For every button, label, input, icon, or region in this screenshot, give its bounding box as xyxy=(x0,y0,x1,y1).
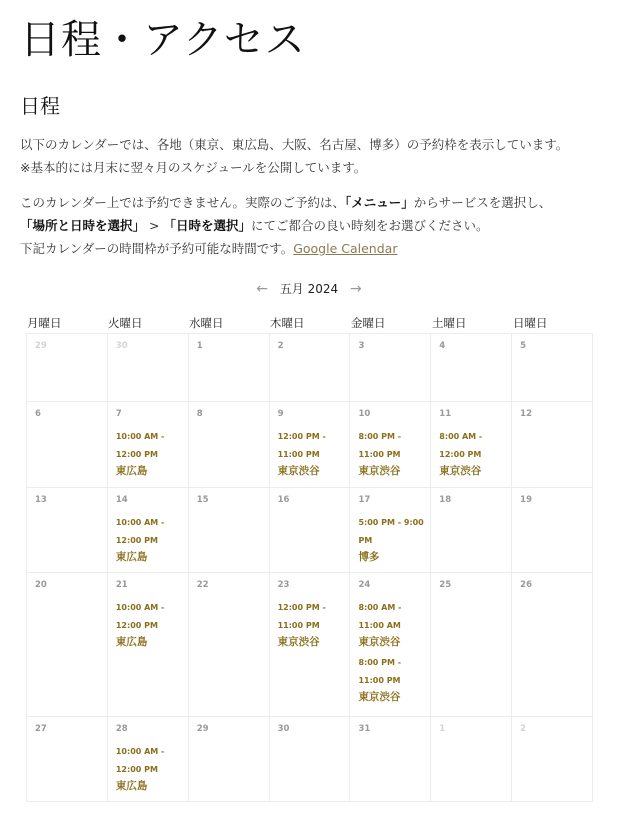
event-location: 東京渋谷 xyxy=(277,465,320,477)
calendar-day-cell xyxy=(512,402,593,488)
day-number: 28 xyxy=(115,724,128,734)
weekday-label: 木曜日 xyxy=(270,316,305,330)
calendar-day-cell xyxy=(350,573,431,717)
day-number: 13 xyxy=(35,495,47,505)
day-number: 31 xyxy=(358,724,371,734)
event-time: 10:00 AM - 12:00 PM xyxy=(115,518,165,545)
notice-text-segment: 下記カレンダーの時間枠が予約可能な時間です。 xyxy=(20,241,294,256)
calendar-day-cell xyxy=(512,573,593,717)
notice-line-3 xyxy=(20,237,610,260)
calendar-day-cell-other-month xyxy=(27,334,108,402)
calendar-day-cell xyxy=(108,573,189,717)
calendar-month-label: 五月 xyxy=(279,282,304,296)
calendar-event[interactable] xyxy=(358,428,430,478)
notice-line-2 xyxy=(20,214,610,237)
notice-separator: > xyxy=(145,218,164,233)
event-time: 10:00 AM - 12:00 PM xyxy=(115,603,165,630)
event-time: 8:00 AM - 11:00 AM xyxy=(358,603,402,630)
weekday-label: 金曜日 xyxy=(351,316,386,330)
calendar-month-nav xyxy=(0,280,618,297)
calendar-day-cell xyxy=(189,402,270,488)
calendar-day-cell xyxy=(108,402,189,488)
event-time: 8:00 AM - 12:00 PM xyxy=(439,432,483,459)
day-number: 3 xyxy=(358,341,365,351)
day-number: 8 xyxy=(196,409,203,419)
event-location: 東広島 xyxy=(115,780,148,792)
calendar-day-cell xyxy=(431,402,512,488)
event-time: 8:00 PM - 11:00 PM xyxy=(358,432,402,459)
section-title: 日程 xyxy=(20,94,60,118)
event-location: 東京渋谷 xyxy=(277,636,320,648)
calendar-week-row xyxy=(27,402,593,488)
event-time: 5:00 PM - 9:00 PM xyxy=(358,518,424,545)
calendar-day-cell-other-month xyxy=(431,717,512,802)
event-location: 東京渋谷 xyxy=(358,636,401,648)
calendar-event[interactable] xyxy=(358,654,430,704)
calendar-day-cell xyxy=(27,488,108,573)
day-number: 29 xyxy=(196,724,209,734)
notice-text-segment: にてご都合の良い時刻をお選びください。 xyxy=(250,218,489,233)
calendar-day-cell xyxy=(189,334,270,402)
event-time: 12:00 PM - 11:00 PM xyxy=(277,603,326,630)
event-location: 東広島 xyxy=(115,551,148,563)
day-number: 26 xyxy=(520,580,532,590)
calendar-day-cell xyxy=(108,717,189,802)
day-number: 25 xyxy=(439,580,452,590)
calendar-day-cell xyxy=(270,334,351,402)
calendar-day-cell xyxy=(189,573,270,717)
day-number: 5 xyxy=(520,341,527,351)
day-number: 24 xyxy=(358,580,371,590)
calendar-event[interactable] xyxy=(116,743,188,793)
calendar-year-label: 2024 xyxy=(307,282,339,296)
day-number: 2 xyxy=(277,341,284,351)
day-number: 17 xyxy=(358,495,371,505)
calendar-event[interactable] xyxy=(439,428,511,478)
calendar-day-cell xyxy=(189,488,270,573)
intro-text xyxy=(20,133,610,179)
calendar-day-cell xyxy=(270,488,351,573)
calendar-event[interactable] xyxy=(116,428,188,478)
calendar-weekday-header xyxy=(26,315,593,331)
day-number: 4 xyxy=(439,341,446,351)
day-number: 14 xyxy=(115,495,128,505)
day-number: 30 xyxy=(115,341,128,351)
event-time: 10:00 AM - 12:00 PM xyxy=(115,747,165,774)
google-calendar-link[interactable]: Google Calendar xyxy=(293,241,398,256)
calendar-day-cell xyxy=(350,402,431,488)
day-number: 27 xyxy=(35,724,47,734)
notice-line-1 xyxy=(20,191,610,214)
calendar-day-cell xyxy=(431,573,512,717)
calendar-event[interactable] xyxy=(116,599,188,649)
calendar-day-cell xyxy=(27,717,108,802)
day-number: 11 xyxy=(439,409,452,419)
calendar-day-cell xyxy=(350,488,431,573)
day-number: 2 xyxy=(520,724,527,734)
calendar-day-cell xyxy=(350,717,431,802)
day-number: 20 xyxy=(35,580,47,590)
calendar-event[interactable] xyxy=(358,599,430,649)
day-number: 23 xyxy=(277,580,290,590)
calendar-day-cell xyxy=(108,488,189,573)
calendar-week-row xyxy=(27,488,593,573)
next-month-arrow-icon[interactable]: → xyxy=(350,281,362,297)
day-number: 1 xyxy=(439,724,446,734)
calendar-grid xyxy=(26,333,593,802)
weekday-label: 日曜日 xyxy=(513,316,548,330)
page-title: 日程・アクセス xyxy=(20,17,306,63)
calendar-week-row xyxy=(27,334,593,402)
day-number: 9 xyxy=(277,409,284,419)
day-number: 22 xyxy=(196,580,209,590)
weekday-label: 土曜日 xyxy=(432,316,467,330)
weekday-label: 月曜日 xyxy=(27,316,62,330)
notice-text-segment: このカレンダー上では予約できません。実際のご予約は、 xyxy=(20,195,345,210)
day-number: 15 xyxy=(196,495,209,505)
event-location: 東広島 xyxy=(115,465,148,477)
calendar-day-cell xyxy=(512,334,593,402)
calendar-event[interactable] xyxy=(278,428,350,478)
calendar-day-cell xyxy=(27,402,108,488)
calendar-day-cell xyxy=(350,334,431,402)
calendar-day-cell xyxy=(270,717,351,802)
calendar-day-cell-other-month xyxy=(108,334,189,402)
event-time: 12:00 PM - 11:00 PM xyxy=(277,432,326,459)
day-number: 16 xyxy=(277,495,290,505)
menu-emphasis: 「メニュー」 xyxy=(344,195,414,210)
event-time: 10:00 AM - 12:00 PM xyxy=(115,432,165,459)
calendar-day-cell xyxy=(27,573,108,717)
calendar-day-cell-other-month xyxy=(512,717,593,802)
calendar-day-cell xyxy=(431,334,512,402)
day-number: 19 xyxy=(520,495,532,505)
notice-text xyxy=(20,191,610,260)
calendar-event[interactable] xyxy=(278,599,350,649)
calendar-day-cell xyxy=(431,488,512,573)
prev-month-arrow-icon[interactable]: ← xyxy=(256,281,268,297)
intro-line-2: ※基本的には月末に翌々月のスケジュールを公開しています。 xyxy=(20,160,367,175)
select-place-datetime-emphasis: 「場所と日時を選択」 xyxy=(20,218,146,233)
calendar-event[interactable] xyxy=(358,514,430,564)
day-number: 18 xyxy=(439,495,452,505)
event-location: 博多 xyxy=(358,551,380,563)
weekday-label: 火曜日 xyxy=(108,316,143,330)
calendar-day-cell xyxy=(270,402,351,488)
day-number: 7 xyxy=(115,409,122,419)
notice-text-segment: からサービスを選択し、 xyxy=(413,195,552,210)
calendar-day-cell xyxy=(270,573,351,717)
event-location: 東京渋谷 xyxy=(358,691,401,703)
day-number: 6 xyxy=(35,409,41,419)
day-number: 29 xyxy=(35,341,47,351)
event-location: 東京渋谷 xyxy=(358,465,401,477)
day-number: 21 xyxy=(115,580,128,590)
calendar-week-row xyxy=(27,717,593,802)
day-number: 12 xyxy=(520,409,532,419)
event-time: 8:00 PM - 11:00 PM xyxy=(358,658,402,685)
weekday-label: 水曜日 xyxy=(189,316,224,330)
calendar-day-cell xyxy=(189,717,270,802)
calendar-event[interactable] xyxy=(116,514,188,564)
event-location: 東広島 xyxy=(115,636,148,648)
calendar-week-row xyxy=(27,573,593,717)
day-number: 1 xyxy=(196,341,203,351)
intro-line-1: 以下のカレンダーでは、各地（東京、東広島、大阪、名古屋、博多）の予約枠を表示しています。 xyxy=(20,137,569,152)
day-number: 30 xyxy=(277,724,290,734)
event-location: 東京渋谷 xyxy=(439,465,482,477)
day-number: 10 xyxy=(358,409,371,419)
calendar-day-cell xyxy=(512,488,593,573)
select-datetime-emphasis: 「日時を選択」 xyxy=(163,218,251,233)
